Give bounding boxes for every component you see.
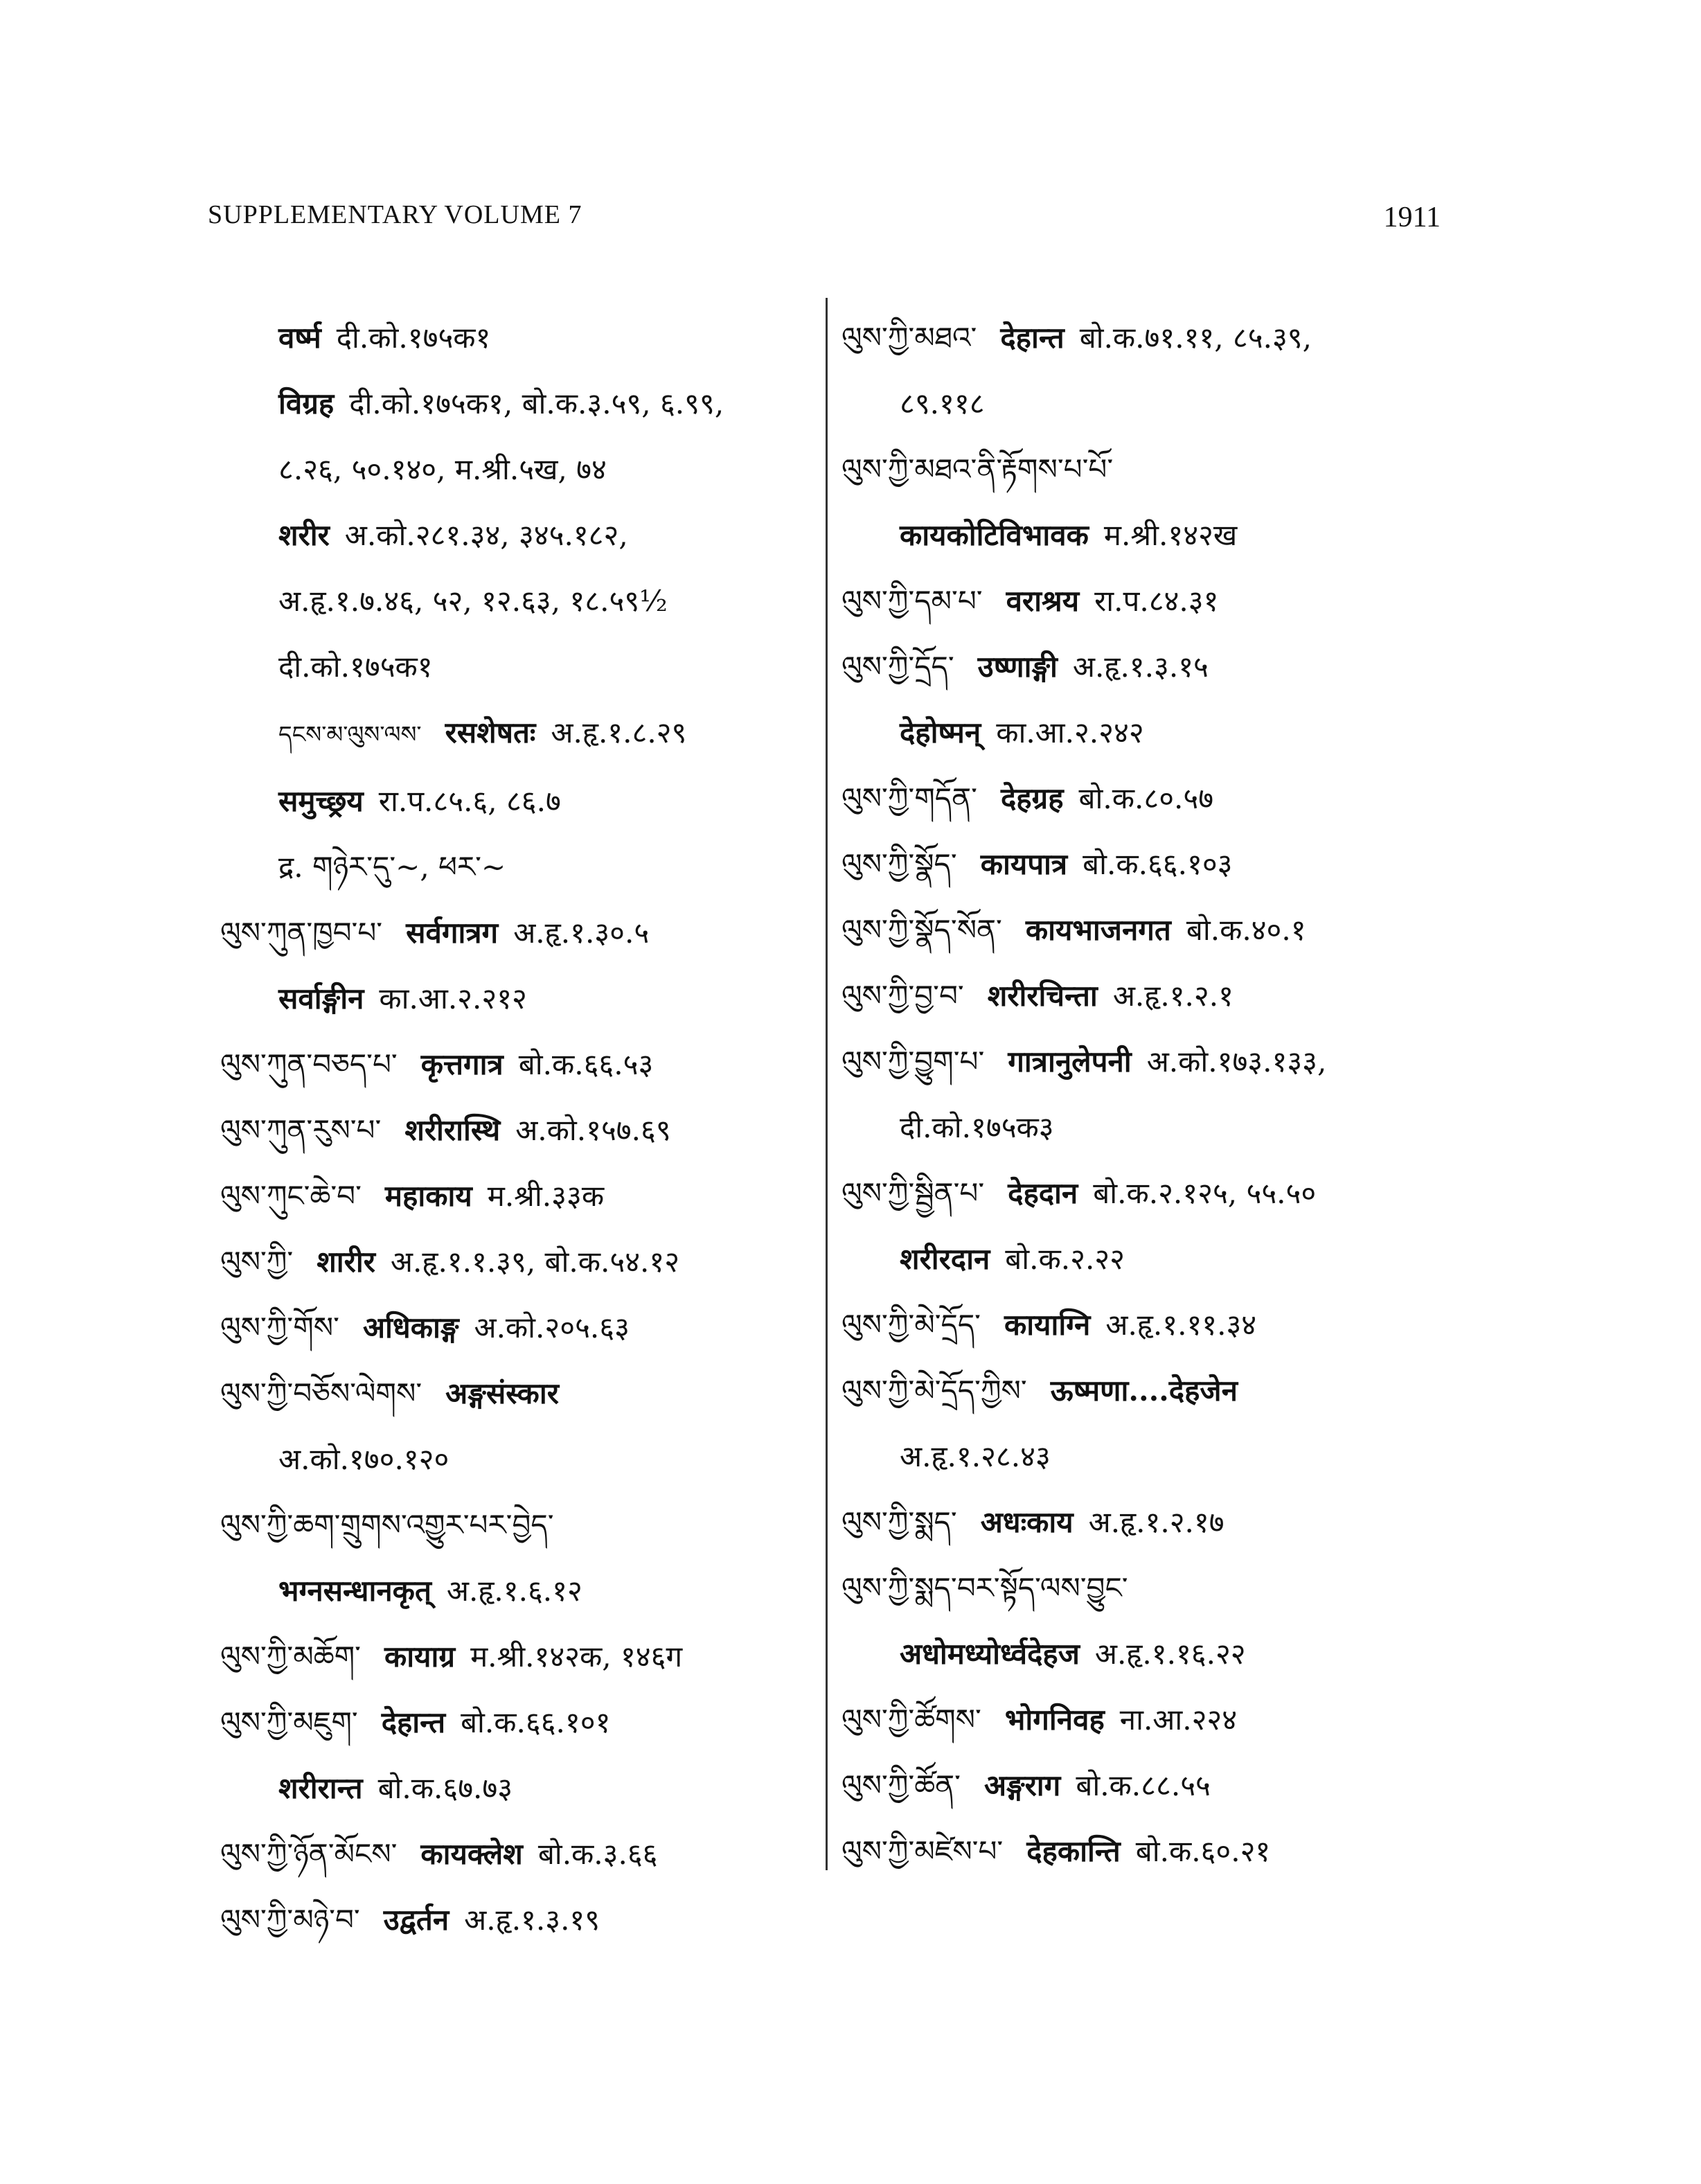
reference: अ.हृ.१.२.१७: [1088, 1505, 1224, 1539]
reference: बो.क.७१.११, ८५.३९,: [1079, 321, 1312, 355]
tibetan-headword: ལུས་ཀུན་རུས་པ་: [220, 1113, 382, 1147]
reference: अ.हृ.१.६.१२: [446, 1574, 582, 1608]
tibetan-headword: ལུས་ཀྱི་ཚོན་: [841, 1768, 961, 1802]
reference: बो.क.६६.१०३: [1083, 847, 1233, 881]
reference: का.आ.२.२४२: [996, 716, 1144, 749]
tibetan-headword: ལུས་ཀུང་ཆེ་བ་: [220, 1179, 362, 1213]
dictionary-entry: [220, 1163, 830, 1229]
reference: अ.हृ.१.२८.४३: [900, 1439, 1051, 1473]
tibetan-headword: ལུས་ཀྱི་མཉེ་བ་: [220, 1903, 360, 1937]
dictionary-entry: [841, 897, 1444, 963]
dictionary-entry: [220, 1031, 830, 1097]
reference: अ.हृ.१.८.२९: [551, 716, 687, 749]
dictionary-entry: [220, 1295, 830, 1360]
reference: रा.प.८४.३१: [1094, 584, 1219, 618]
tibetan-headword: ལུས་ཀྱི་བྱུག་པ་: [841, 1045, 985, 1078]
tibetan-headword: ལུས་ཀུན་ཁྱབ་པ་: [220, 916, 383, 950]
reference: बो.क.६०.२१: [1135, 1834, 1271, 1868]
sanskrit-term: शरीरचिन्ता: [987, 979, 1098, 1013]
tibetan-headword: ལུས་ཀྱི་མེ་དྲོད་: [841, 1308, 981, 1342]
dictionary-entry: [220, 568, 830, 634]
dictionary-entry: [220, 1755, 830, 1821]
sanskrit-term: अधोमध्योर्ध्वदेहज: [900, 1637, 1080, 1671]
tibetan-headword: ལུས་ཀྱི་སྣོད་སོན་: [841, 913, 1002, 947]
sanskrit-term: कृत्तगात्र: [420, 1047, 504, 1081]
reference: बो.क.८०.५७: [1078, 781, 1214, 815]
reference: अ.को.२८१.३४, ३४५.१८२,: [344, 518, 628, 552]
reference: दी.को.१७५क३: [900, 1110, 1054, 1144]
tibetan-headword: ལུས་ཀུན་བཅད་པ་: [220, 1047, 398, 1081]
dictionary-entry: [841, 1292, 1444, 1358]
dictionary-entry: [220, 1558, 830, 1624]
reference: ना.आ.२२४: [1119, 1703, 1238, 1737]
reference: अ.को.१७३.१३३,: [1146, 1045, 1327, 1078]
tibetan-headword: ལུས་ཀྱི་མཐའ་ནི་རྟོགས་པ་པོ་: [841, 452, 1114, 486]
reference: अ.हृ.१.७.४६, ५२, १२.६३, १८.५९½: [278, 584, 668, 618]
sanskrit-term: ऊष्मणा....देहजेन: [1050, 1374, 1238, 1408]
tibetan-headword: ལུས་ཀྱི་དམ་པ་: [841, 584, 983, 618]
dictionary-entry: [841, 305, 1444, 371]
dictionary-entry: [220, 700, 830, 768]
dictionary-entry: [220, 966, 830, 1031]
sanskrit-term: वराश्रय: [1006, 584, 1080, 618]
reference: अ.हृ.१.३.१५: [1072, 650, 1209, 684]
sanskrit-term: देहान्त: [381, 1705, 446, 1739]
dictionary-entry: [220, 502, 830, 568]
dictionary-entry: [841, 1621, 1444, 1687]
reference: अ.को.१५७.६९: [515, 1113, 671, 1147]
reference: बो.क.३.६६: [537, 1837, 658, 1871]
sanskrit-term: रसशेषतः: [445, 716, 536, 749]
reference: म.श्री.१४२क, १४६ग: [470, 1640, 683, 1673]
dictionary-entry: [220, 1689, 830, 1755]
sanskrit-term: सर्वगात्रग: [406, 916, 499, 950]
dictionary-entry: [220, 1097, 830, 1163]
dictionary-entry: [220, 371, 830, 436]
sanskrit-term: कायाग्नि: [1004, 1308, 1091, 1342]
reference: अ.हृ.१.१६.२२: [1094, 1637, 1246, 1671]
tibetan-headword: ལུས་ཀྱི་སྨད་: [841, 1505, 957, 1539]
dictionary-entry: [841, 502, 1444, 568]
dictionary-entry: [841, 1029, 1444, 1094]
tibetan-headword: ལུས་ཀྱི་མཇུག་: [220, 1705, 358, 1739]
sanskrit-term: उष्णाङ्गी: [977, 650, 1058, 684]
reference: द्र. གཉེར་དུ་~, ཕར་~: [278, 850, 506, 884]
tibetan-headword: ལུས་ཀྱི་ཉོན་མོངས་: [220, 1837, 398, 1871]
reference: बो.क.२.१२५, ५५.५०: [1093, 1176, 1317, 1210]
reference: अ.को.२०५.६३: [474, 1311, 630, 1344]
reference: दी.को.१७५क१: [336, 321, 491, 355]
reference: बो.क.६६.१०१: [461, 1705, 611, 1739]
tibetan-headword: ལུས་ཀྱི་མཛེས་པ་: [841, 1834, 1004, 1868]
dictionary-entry: [841, 1555, 1444, 1621]
tibetan-headword: ལུས་ཀྱི་བྱ་བ་: [841, 979, 964, 1013]
reference: बो.क.६६.५३: [518, 1047, 654, 1081]
sanskrit-term: देहोष्मन्: [900, 716, 981, 749]
reference: दी.को.१७५क१, बो.क.३.५९, ६.९९,: [349, 387, 724, 420]
reference: अ.हृ.१.११.३४: [1105, 1308, 1257, 1342]
sanskrit-term: कायभाजनगत: [1025, 913, 1171, 947]
running-head: SUPPLEMENTARY VOLUME 7: [208, 200, 582, 229]
sanskrit-term: शरीरान्त: [278, 1771, 363, 1805]
column-divider: [826, 298, 828, 1870]
sanskrit-term: शरीरदान: [900, 1242, 990, 1276]
reference: बो.क.६७.७३: [377, 1771, 513, 1805]
sanskrit-term: भोगनिवह: [1004, 1703, 1105, 1737]
sanskrit-term: देहकान्ति: [1026, 1834, 1121, 1868]
sanskrit-term: कायक्लेश: [420, 1837, 523, 1871]
sanskrit-term: कायपात्र: [980, 847, 1068, 881]
sanskrit-term: अधिकाङ्ग: [362, 1311, 459, 1344]
dictionary-entry: [220, 436, 830, 502]
sanskrit-term: भग्नसन्धानकृत्: [278, 1574, 431, 1608]
reference: बो.क.४०.१: [1186, 913, 1306, 947]
dictionary-entry: [220, 305, 830, 371]
sanskrit-term: कायाग्र: [384, 1640, 456, 1673]
tibetan-headword: ལུས་ཀྱི་ཚོགས་: [841, 1703, 981, 1737]
sanskrit-term: शरीरास्थि: [404, 1113, 501, 1147]
dictionary-entry: [841, 568, 1444, 634]
dictionary-entry: [841, 1687, 1444, 1752]
tibetan-headword: ལུས་ཀྱི་གདོན་: [841, 781, 977, 815]
sanskrit-term: अधःकाय: [980, 1505, 1074, 1539]
tibetan-headword: ལུས་ཀྱི་མེ་དྲོད་ཀྱིས་: [841, 1374, 1027, 1408]
sanskrit-term: सर्वाङ्गीन: [278, 982, 364, 1015]
reference: ८९.११८: [900, 387, 985, 420]
reference: म.श्री.३३क: [487, 1179, 605, 1213]
sanskrit-term: देहदान: [1008, 1176, 1078, 1210]
tibetan-headword: དངས་མ་ལུས་ལས་: [278, 721, 422, 749]
reference: अ.हृ.१.१.३९, बो.क.५४.१२: [390, 1245, 680, 1279]
sanskrit-term: देहान्त: [1000, 321, 1065, 355]
dictionary-entry: [220, 1821, 830, 1887]
reference: अ.हृ.१.२.१: [1112, 979, 1234, 1013]
tibetan-headword: ལུས་ཀྱི་བཅོས་ལེགས་: [220, 1376, 422, 1410]
dictionary-entry: [841, 1489, 1444, 1555]
sanskrit-term: गात्रानुलेपनी: [1008, 1045, 1132, 1078]
dictionary-entry: [841, 1094, 1444, 1160]
right-column: [841, 305, 1444, 1884]
dictionary-entry: [841, 1358, 1444, 1423]
dictionary-entry: [220, 1426, 830, 1492]
dictionary-entry: [841, 765, 1444, 831]
dictionary-entry: [841, 831, 1444, 897]
sanskrit-term: वर्ष्म: [278, 321, 321, 355]
reference: का.आ.२.२१२: [379, 982, 527, 1015]
reference: म.श्री.१४२ख: [1103, 518, 1238, 552]
dictionary-entry: [841, 1818, 1444, 1884]
dictionary-entry: [220, 834, 830, 900]
dictionary-entry: [220, 1624, 830, 1689]
tibetan-headword: ལུས་ཀྱི་དྲོད་: [841, 650, 954, 684]
tibetan-headword: ལུས་ཀྱི་: [220, 1245, 294, 1279]
dictionary-entry: [220, 634, 830, 700]
tibetan-headword: ལུས་ཀྱི་སྦྱིན་པ་: [841, 1176, 985, 1210]
dictionary-entry: [841, 700, 1444, 765]
tibetan-headword: ལུས་ཀྱི་སྣོད་: [841, 847, 957, 881]
sanskrit-term: उद्वर्तन: [383, 1903, 449, 1937]
dictionary-entry: [220, 1229, 830, 1295]
dictionary-entry: [841, 1752, 1444, 1818]
tibetan-headword: ལུས་ཀྱི་མཐའ་: [841, 321, 977, 355]
reference: अ.हृ.१.३.१९: [464, 1903, 600, 1937]
reference: अ.हृ.१.३०.५: [513, 916, 650, 950]
reference: बो.क.८८.५५: [1076, 1768, 1211, 1802]
reference: दी.को.१७५क१: [278, 650, 433, 684]
sanskrit-term: समुच्छ्रय: [278, 784, 364, 818]
sanskrit-term: कायकोटिविभावक: [900, 518, 1089, 552]
tibetan-headword: ལུས་ཀྱི་ཆག་གྲུགས་འགྱུར་པར་བྱེད་: [220, 1508, 554, 1542]
tibetan-headword: ལུས་ཀྱི་སྨད་བར་སྟོད་ལས་བྱུང་: [841, 1571, 1128, 1605]
dictionary-entry: [220, 1492, 830, 1558]
left-column: [220, 305, 830, 1953]
dictionary-entry: [220, 1887, 830, 1953]
dictionary-entry: [841, 371, 1444, 436]
sanskrit-term: अङ्गसंस्कार: [445, 1376, 559, 1410]
reference: अ.को.१७०.१२०: [278, 1442, 449, 1476]
dictionary-entry: [841, 1423, 1444, 1489]
dictionary-entry: [841, 634, 1444, 700]
dictionary-entry: [220, 768, 830, 834]
reference: रा.प.८५.६, ८६.७: [378, 784, 561, 818]
dictionary-entry: [841, 436, 1444, 502]
sanskrit-term: अङ्गराग: [983, 1768, 1061, 1802]
sanskrit-term: देहग्रह: [1000, 781, 1064, 815]
dictionary-entry: [841, 1226, 1444, 1292]
tibetan-headword: ལུས་ཀྱི་གོས་: [220, 1311, 339, 1344]
sanskrit-term: शारीर: [317, 1245, 375, 1279]
sanskrit-term: विग्रह: [278, 387, 335, 420]
sanskrit-term: महाकाय: [384, 1179, 472, 1213]
sanskrit-term: शरीर: [278, 518, 330, 552]
page-number: 1911: [1383, 202, 1441, 233]
tibetan-headword: ལུས་ཀྱི་མཆོག་: [220, 1640, 361, 1673]
dictionary-entry: [841, 963, 1444, 1029]
dictionary-entry: [220, 1360, 830, 1426]
reference: ८.२६, ५०.१४०, म.श्री.५ख, ७४: [278, 452, 607, 486]
dictionary-entry: [841, 1160, 1444, 1226]
dictionary-entry: [220, 900, 830, 966]
reference: बो.क.२.२२: [1005, 1242, 1125, 1276]
